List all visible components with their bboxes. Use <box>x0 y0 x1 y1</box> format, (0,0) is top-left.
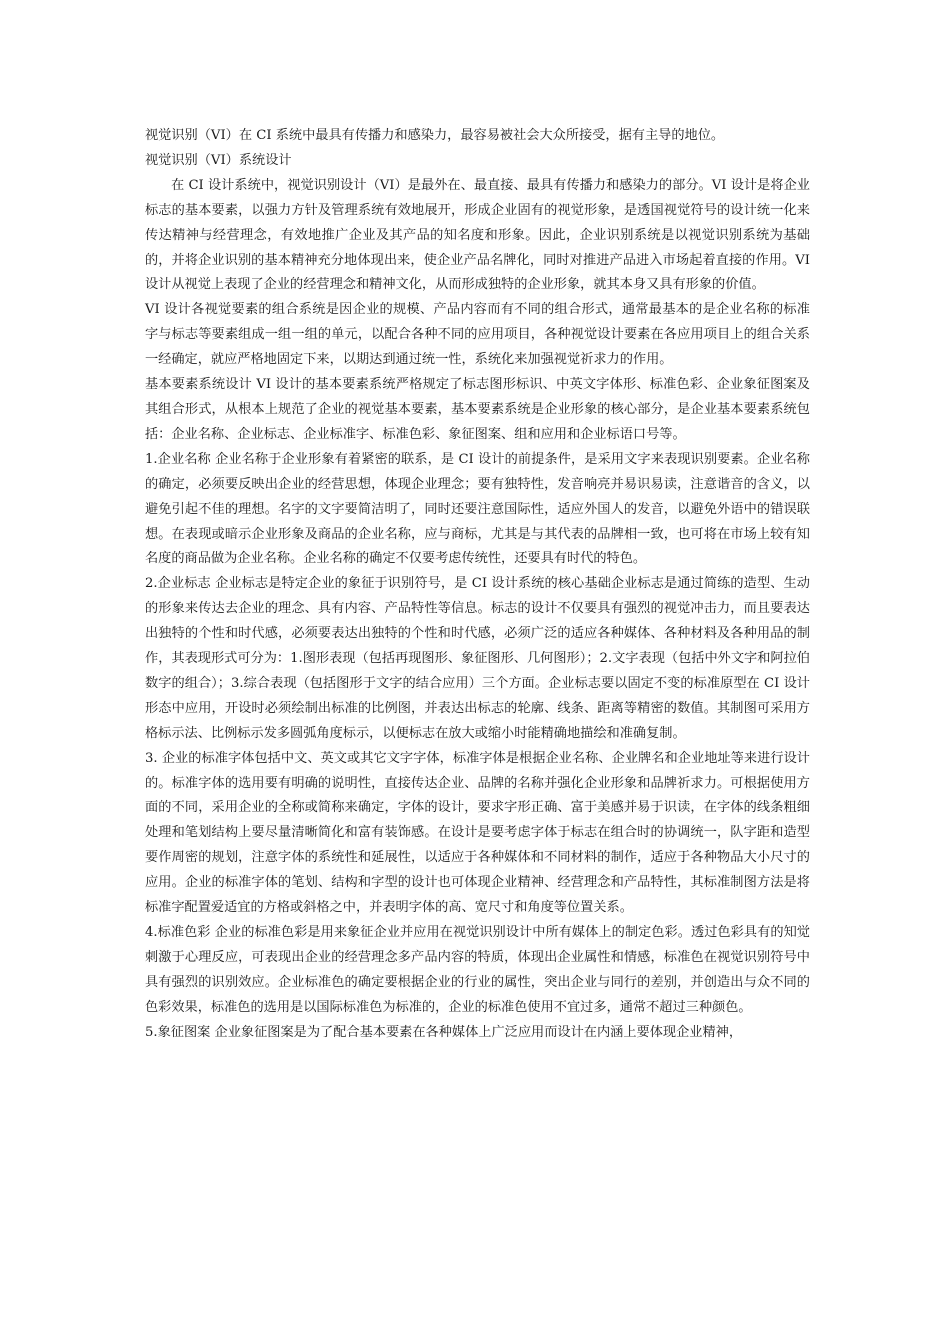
standard-typeface-paragraph: 3. 企业的标准字体包括中文、英文或其它文字字体，标准字体是根据企业名称、企业牌名和企业地址等来进行设计的。标准字体的选用要有明确的说明性，直接传达企业、品牌的名称并强化企业形象和品牌祈求力。可根据使用方面的不同，采用企业的全称或简称来确定，字体的设计，要求字形正确、富于美感并易于识读，在字体的线条粗细处理和笔划结构上要尽量清晰简化和富有装饰感。在设计是要考虑字体于标志在组合时的协调统一，队字距和造型要作周密的规划，注意字体的系统性和延展性，以适应于各种媒体和不同材料的制作，适应于各种物品大小尺寸的应用。企业的标准字体的笔划、结构和字型的设计也可体现企业精神、经营理念和产品特性，其标准制图方法是将标准字配置爱适宜的方格或斜格之中，并表明字体的高、宽尺寸和角度等位置关系。 <box>145 750 810 916</box>
vi-overview-paragraph: 在 CI 设计系统中，视觉识别设计（VI）是最外在、最直接、最具有传播力和感染力的部分。VI 设计是将企业标志的基本要素，以强力方针及管理系统有效地展开，形成企业固有的视觉形象，是透国视觉符号的设计统一化来传达精神与经营理念，有效地推广企业及其产品的知名度和形象。因此，企业识别系统是以视觉识别系统为基础的，并将企业识别的基本精神充分地体现出来，使企业产品名牌化，同时对推进产品进入市场起着直接的作用。VI 设计从视觉上表现了企业的经营理念和精神文化，从而形成独特的企业形象，就其本身又具有形象的价值。 <box>145 177 810 293</box>
vi-combination-paragraph: VI 设计各视觉要素的组合系统是因企业的规模、产品内容而有不同的组合形式，通常最基本的是企业名称的标准字与标志等要素组成一组一组的单元，以配合各种不同的应用项目，各种视觉设计要素在各应用项目上的组合关系一经确定，就应严格地固定下来，以期达到通过统一性，系统化来加强视觉祈求力的作用。 <box>145 302 810 368</box>
document-body <box>145 124 810 1046</box>
company-logo-paragraph: 2.企业标志 企业标志是特定企业的象征于识别符号，是 CI 设计系统的核心基础企业标志是通过简练的造型、生动的形象来传达去企业的理念、具有内容、产品特性等信息。标志的设计不仅要具有强烈的视觉冲击力，而且要表达出独特的个性和时代感，必须要表达出独特的个性和时代感，必须广泛的适应各种媒体、各种材料及各种用品的制作，其表现形式可分为：1.图形表现（包括再现图形、象征图形、几何图形）；2.文字表现（包括中外文字和阿拉伯数字的组合）；3.综合表现（包括图形于文字的结合应用）三个方面。企业标志要以固定不变的标准原型在 CI 设计形态中应用，开设时必须绘制出标准的比例图，并表达出标志的轮廓、线条、距离等精密的数值。其制图可采用方格标示法、比例标示发多圆弧角度标示，以便标志在放大或缩小时能精确地描绘和准确复制。 <box>145 576 810 741</box>
intro-paragraph: 视觉识别（VI）在 CI 系统中最具有传播力和感染力，最容易被社会大众所接受，据有主导的地位。 <box>145 128 725 143</box>
company-name-paragraph: 1.企业名称 企业名称于企业形象有着紧密的联系，是 CI 设计的前提条件，是采用文字来表现识别要素。企业名称的确定，必须要反映出企业的经营思想，体现企业理念；要有独特性，发音响亮并易识易读，注意谐音的含义，以避免引起不佳的理想。名字的文字要简洁明了，同时还要注意国际性，适应外国人的发音，以避免外语中的错误联想。在表现或暗示企业形象及商品的企业名称，应与商标，尤其是与其代表的品牌相一致，也可将在市场上较有知名度的商品做为企业名称。企业名称的确定不仅要考虑传统性，还要具有时代的特色。 <box>145 451 810 567</box>
section-heading: 视觉识别（VI）系统设计 <box>145 152 292 168</box>
basic-elements-paragraph: 基本要素系统设计 VI 设计的基本要素系统严格规定了标志图形标识、中英文字体形、标准色彩、企业象征图案及其组合形式，从根本上规范了企业的视觉基本要素，基本要素系统是企业形象的核心部分，是企业基本要素系统包括：企业名称、企业标志、企业标准字、标准色彩、象征图案、组和应用和企业标语口号等。 <box>145 377 810 442</box>
standard-color-paragraph: 4.标准色彩 企业的标准色彩是用来象征企业并应用在视觉识别设计中所有媒体上的制定色彩。透过色彩具有的知觉刺激于心理反应，可表现出企业的经营理念多产品内容的特质，体现出企业属性和情感，标准色在视觉识别符号中具有强烈的识别效应。企业标准色的确定要根据企业的行业的属性，突出企业与同行的差别，并创造出与众不同的色彩效果，标准色的选用是以国际标准色为标准的，企业的标准色使用不宜过多，通常不超过三种颜色。 <box>145 925 810 1015</box>
symbol-pattern-paragraph: 5.象征图案 企业象征图案是为了配合基本要素在各种媒体上广泛应用而设计在内涵上要体现企业精神， <box>145 1024 743 1040</box>
